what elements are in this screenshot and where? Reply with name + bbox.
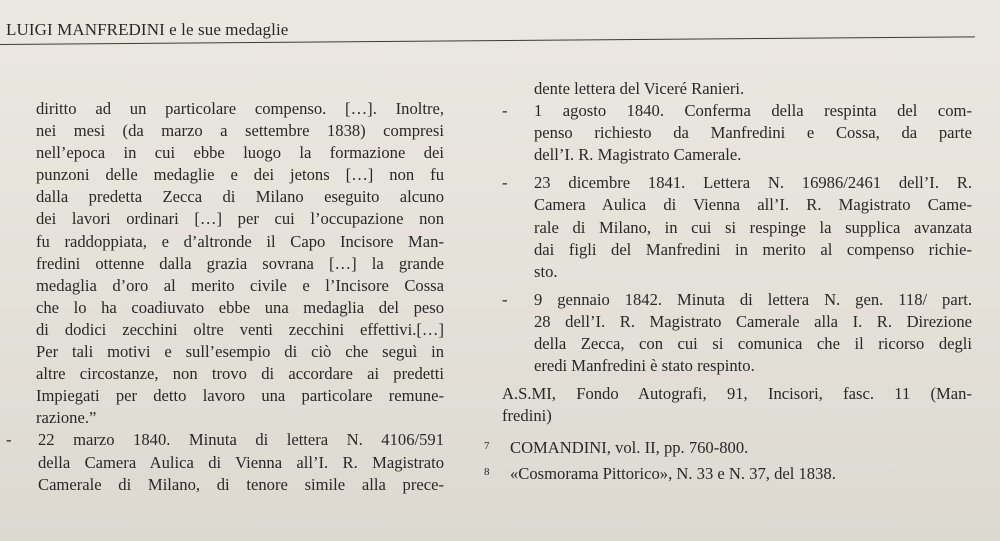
quote-line: nell’epoca in cui ebbe luogo la formazione dei	[36, 143, 444, 163]
entry-line: rale di Milano, in cui si respinge la supplica avanzata	[534, 217, 972, 237]
right-column	[484, 78, 972, 484]
entry-line: della Zecca, con cui si comunica che il ricorso degli	[534, 334, 972, 354]
archive-source	[502, 383, 972, 427]
bullet-dash: -	[502, 173, 508, 193]
footnote-number: 7	[484, 440, 490, 453]
left-column	[6, 98, 444, 496]
quote-line: che lo ha coadiuvato ebbe una medaglia del peso	[36, 297, 444, 317]
quote-line: altre circostanze, non trovo di accordare ai predetti	[36, 364, 444, 384]
footnote-number: 8	[484, 466, 490, 479]
entry-text: 9 gennaio 1842. Minuta di lettera N. gen. 118/ part.	[534, 289, 972, 309]
quote-line: fredini ottenne dalla grazia sovrana […] la grande	[36, 253, 444, 273]
entry-1842-01-09	[502, 289, 972, 377]
entry-line: penso richiesto da Manfredini e Cossa, da parte	[534, 123, 972, 143]
footnote-text: COMANDINI, vol. II, pp. 760-800.	[510, 438, 749, 458]
quote-block	[36, 98, 444, 429]
entry-line	[502, 172, 972, 194]
entry-line	[502, 289, 972, 311]
footnote-text: «Cosmorama Pittorico», N. 33 e N. 37, del 1838.	[510, 464, 836, 484]
quote-line: fu raddoppiata, e d’altronde il Capo Incisore Man-	[36, 231, 444, 251]
entry-text: 1 agosto 1840. Conferma della respinta del com-	[534, 101, 972, 121]
quote-line: Per tali motivi e sull’esempio di ciò che seguì in	[36, 342, 444, 362]
footnotes	[484, 435, 972, 483]
quote-line: dei lavori ordinari […] per cui l’occupazione non	[36, 209, 444, 229]
bullet-dash: -	[6, 430, 12, 450]
entry-line	[502, 100, 972, 122]
entry-line: Camerale di Milano, di tenore simile alla prece-	[38, 474, 444, 494]
running-header: LUIGI MANFREDINI e le sue medaglie	[6, 20, 289, 39]
quote-line: dalla predetta Zecca di Milano eseguito alcuno	[36, 187, 444, 207]
entry-1840-08-01	[502, 100, 972, 166]
quote-line: punzoni delle medaglie e dei jetons […] non fu	[36, 165, 444, 185]
bullet-dash: -	[502, 101, 508, 121]
quote-line: razione.”	[36, 408, 97, 428]
entry-line	[6, 429, 444, 451]
entry-line: eredi Manfredini è stato respinto.	[534, 356, 755, 376]
entry-text: 22 marzo 1840. Minuta di lettera N. 4106/591	[38, 430, 444, 450]
entry-line: della Camera Aulica di Vienna all’I. R. Magistrato	[38, 452, 444, 472]
quote-line: nei mesi (da marzo a settembre 1838) compresi	[36, 121, 444, 141]
entry-line: dell’I. R. Magistrato Camerale.	[534, 145, 742, 165]
entry-1840-03-22	[6, 429, 444, 495]
entry-line: sto.	[534, 261, 558, 281]
quote-line: di dodici zecchini oltre venti zecchini effettivi.[…]	[36, 319, 444, 339]
entry-line: Camera Aulica di Vienna all’I. R. Magistrato Came-	[534, 195, 972, 215]
entry-line: dai figli del Manfredini in merito al compenso richie-	[534, 239, 972, 259]
quote-line: medaglia d’oro al merito civile e l’Incisore Cossa	[36, 275, 444, 295]
continuation-line: dente lettera del Viceré Ranieri.	[534, 79, 745, 98]
quote-line: Impiegati per detto lavoro una particolare remune-	[36, 386, 444, 406]
entry-text: 23 dicembre 1841. Lettera N. 16986/2461 dell’I. R.	[534, 173, 972, 193]
source-line: A.S.MI, Fondo Autografi, 91, Incisori, fasc. 11 (Man-	[502, 384, 972, 404]
entry-1841-12-23	[502, 172, 972, 282]
source-line: fredini)	[502, 406, 552, 426]
footnote-7	[484, 435, 972, 461]
footnote-8	[484, 461, 972, 483]
bullet-dash: -	[502, 289, 508, 309]
entry-line: 28 dell’I. R. Magistrato Camerale alla I. R. Direzione	[534, 311, 972, 331]
quote-line: diritto ad un particolare compenso. […]. Inoltre,	[36, 99, 444, 118]
